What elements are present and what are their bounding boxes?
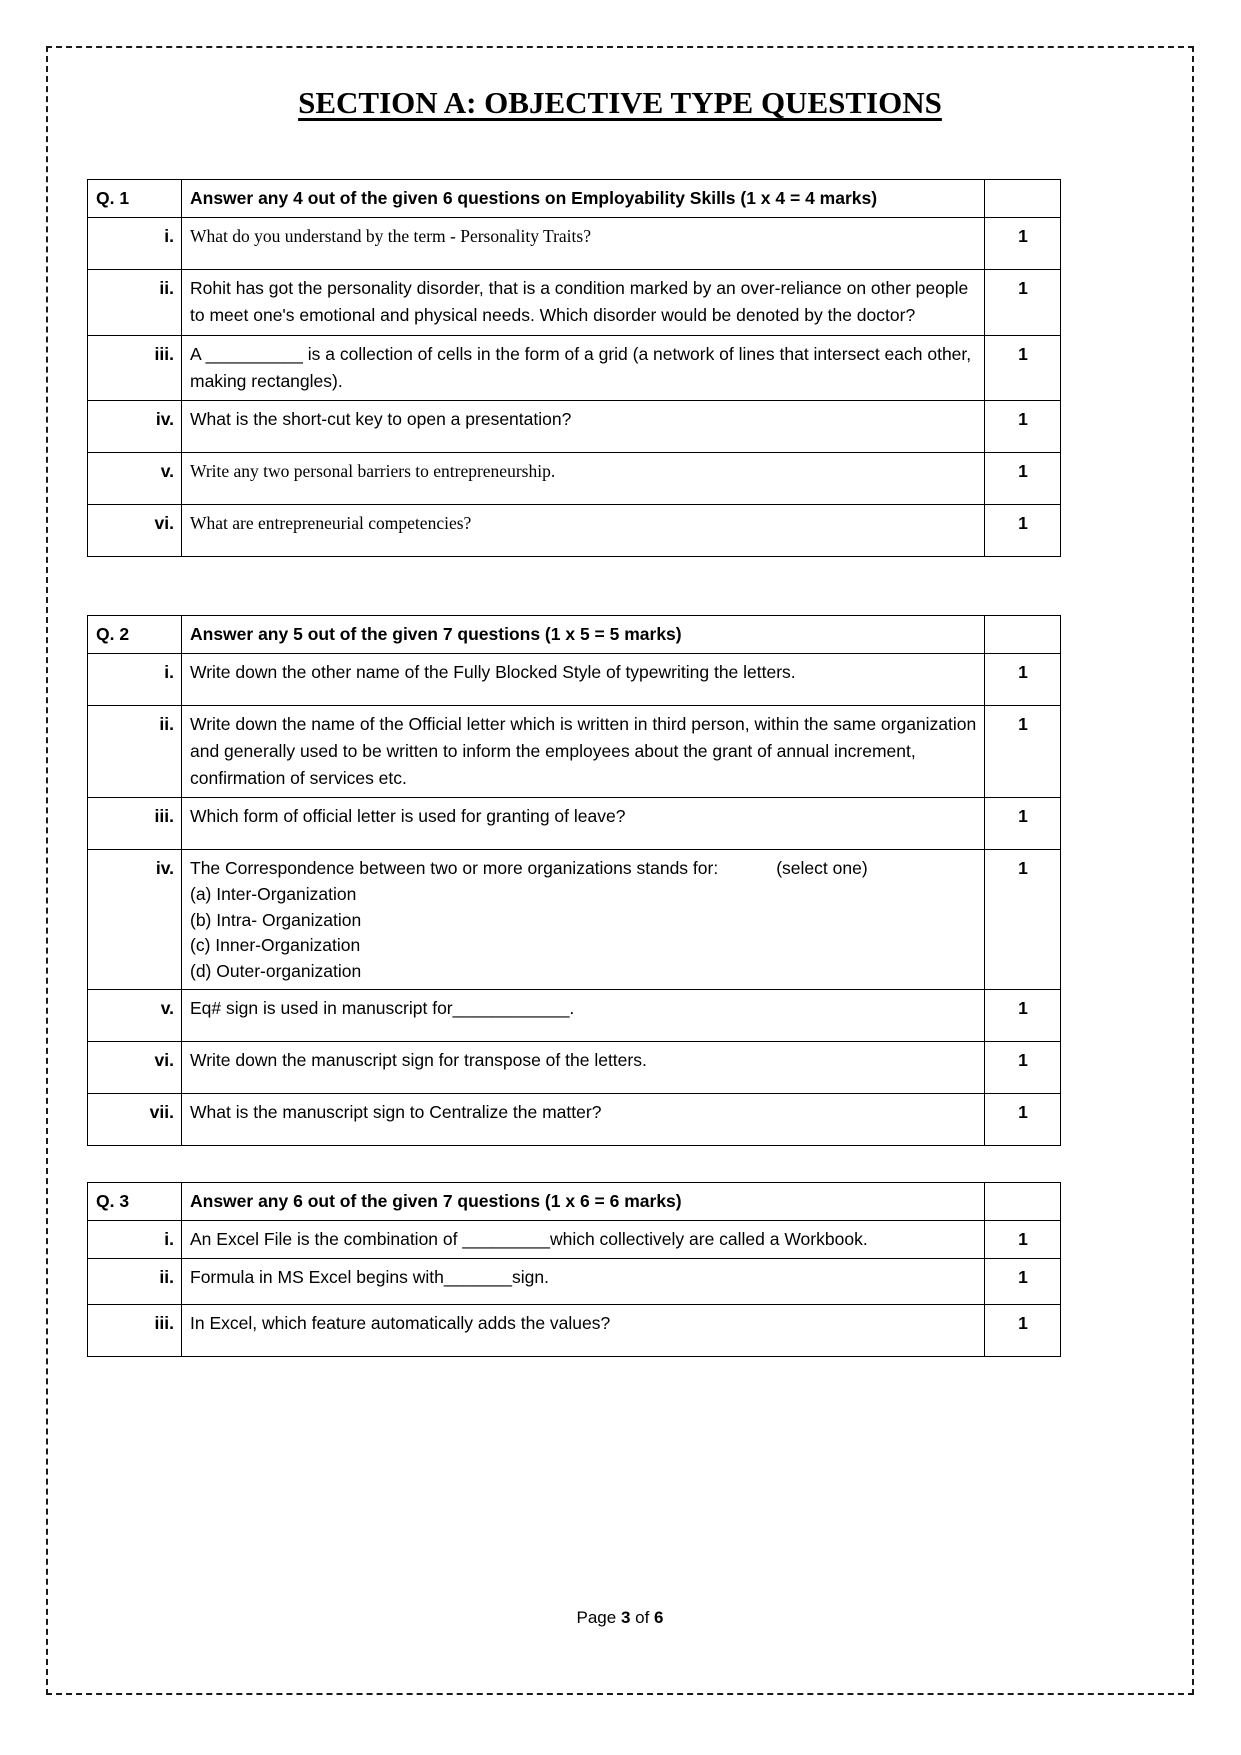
- item-number: vii.: [88, 1093, 182, 1145]
- item-marks: 1: [985, 989, 1061, 1041]
- item-number: iv.: [88, 400, 182, 452]
- item-text: Write down the other name of the Fully Blocked Style of typewriting the letters.: [182, 653, 985, 705]
- mcq-stem-line: [190, 855, 977, 882]
- item-text: In Excel, which feature automatically adds the values?: [182, 1305, 985, 1357]
- table-row: [88, 504, 1061, 556]
- mcq-stem: The Correspondence between two or more organizations stands for:: [190, 858, 719, 879]
- item-number: iii.: [88, 335, 182, 400]
- marks-header: [985, 180, 1061, 218]
- page-content: [86, 62, 1154, 1672]
- question-instruction: Answer any 5 out of the given 7 questions (1 x 5 = 5 marks): [182, 615, 985, 653]
- marks-header: [985, 1182, 1061, 1220]
- table-row: [88, 1221, 1061, 1259]
- mcq-option-a[interactable]: (a) Inter-Organization: [190, 884, 357, 905]
- item-marks: 1: [985, 1305, 1061, 1357]
- question-table-q1: [87, 179, 1061, 557]
- mcq-option-b[interactable]: (b) Intra- Organization: [190, 909, 362, 930]
- item-number: v.: [88, 989, 182, 1041]
- item-marks: 1: [985, 335, 1061, 400]
- table-row: [88, 653, 1061, 705]
- item-number: ii.: [88, 705, 182, 797]
- spacer-title-table1: [86, 121, 1154, 179]
- item-marks: 1: [985, 1093, 1061, 1145]
- table-row: [88, 1305, 1061, 1357]
- table-row: [88, 705, 1061, 797]
- item-marks: 1: [985, 653, 1061, 705]
- table-row: [88, 1093, 1061, 1145]
- item-text: What are entrepreneurial competencies?: [182, 504, 985, 556]
- item-number: v.: [88, 452, 182, 504]
- table-header-row: [88, 1182, 1061, 1220]
- item-number: iii.: [88, 798, 182, 850]
- item-number: ii.: [88, 270, 182, 335]
- item-number: vi.: [88, 1041, 182, 1093]
- table-row-mcq: [88, 850, 1061, 990]
- item-marks: 1: [985, 1041, 1061, 1093]
- item-number: i.: [88, 218, 182, 270]
- marks-header: [985, 615, 1061, 653]
- item-text: What is the short-cut key to open a presentation?: [182, 400, 985, 452]
- item-marks: 1: [985, 452, 1061, 504]
- table-row: [88, 452, 1061, 504]
- item-text: Write down the name of the Official letter which is written in third person, within the same organization and generally used to be written to inform the employees about the grant of annual increment, confirmation of services etc.: [182, 705, 985, 797]
- item-text: What is the manuscript sign to Centralize the matter?: [182, 1093, 985, 1145]
- item-marks: 1: [985, 270, 1061, 335]
- item-text: Write down the manuscript sign for transpose of the letters.: [182, 1041, 985, 1093]
- question-instruction: Answer any 4 out of the given 6 questions on Employability Skills (1 x 4 = 4 marks): [182, 180, 985, 218]
- table-row: [88, 270, 1061, 335]
- spacer-table1-table2: [86, 557, 1154, 615]
- item-text: Which form of official letter is used for granting of leave?: [182, 798, 985, 850]
- item-number: i.: [88, 653, 182, 705]
- table-row: [88, 1259, 1061, 1305]
- item-marks: 1: [985, 850, 1061, 990]
- item-text: An Excel File is the combination of _________which collectively are called a Workbook.: [182, 1221, 985, 1259]
- item-text-mcq: [182, 850, 985, 990]
- item-marks: 1: [985, 798, 1061, 850]
- footer-middle: of: [630, 1608, 655, 1627]
- item-text: What do you understand by the term - Personality Traits?: [182, 218, 985, 270]
- mcq-option-d[interactable]: (d) Outer-organization: [190, 960, 362, 981]
- question-table-q2: [87, 615, 1061, 1146]
- footer-prefix: Page: [576, 1608, 621, 1627]
- question-instruction: Answer any 6 out of the given 7 questions (1 x 6 = 6 marks): [182, 1182, 985, 1220]
- item-marks: 1: [985, 705, 1061, 797]
- table-row: [88, 989, 1061, 1041]
- mcq-select-note: (select one): [776, 858, 868, 879]
- footer-total-pages: 6: [654, 1608, 664, 1627]
- item-marks: 1: [985, 504, 1061, 556]
- question-id: Q. 1: [88, 180, 182, 218]
- question-id: Q. 3: [88, 1182, 182, 1220]
- item-text: Write any two personal barriers to entrepreneurship.: [182, 452, 985, 504]
- spacer-table2-table3: [86, 1146, 1154, 1182]
- mcq-option-c[interactable]: (c) Inner-Organization: [190, 935, 361, 956]
- page-title: SECTION A: OBJECTIVE TYPE QUESTIONS: [298, 85, 942, 120]
- item-number: i.: [88, 1221, 182, 1259]
- table-header-row: [88, 180, 1061, 218]
- item-marks: 1: [985, 1259, 1061, 1305]
- item-number: iv.: [88, 850, 182, 990]
- item-number: iii.: [88, 1305, 182, 1357]
- item-number: ii.: [88, 1259, 182, 1305]
- table-row: [88, 798, 1061, 850]
- table-row: [88, 400, 1061, 452]
- item-number: vi.: [88, 504, 182, 556]
- item-text: Eq# sign is used in manuscript for____________.: [182, 989, 985, 1041]
- page-footer: [86, 1608, 1154, 1628]
- table-row: [88, 218, 1061, 270]
- footer-page-number: 3: [620, 1608, 631, 1627]
- table-row: [88, 1041, 1061, 1093]
- item-text: A __________ is a collection of cells in the form of a grid (a network of lines that intersect each other, making rectangles).: [182, 335, 985, 400]
- item-marks: 1: [985, 1221, 1061, 1259]
- table-row: [88, 335, 1061, 400]
- mcq-options: [190, 882, 977, 984]
- item-marks: 1: [985, 218, 1061, 270]
- item-text: Rohit has got the personality disorder, that is a condition marked by an over-reliance on other people to meet one's emotional and physical needs. Which disorder would be denoted by the doctor?: [182, 270, 985, 335]
- question-id: Q. 2: [88, 615, 182, 653]
- item-marks: 1: [985, 400, 1061, 452]
- item-text: Formula in MS Excel begins with_______sign.: [182, 1259, 985, 1305]
- question-table-q3: [87, 1182, 1061, 1357]
- table-header-row: [88, 615, 1061, 653]
